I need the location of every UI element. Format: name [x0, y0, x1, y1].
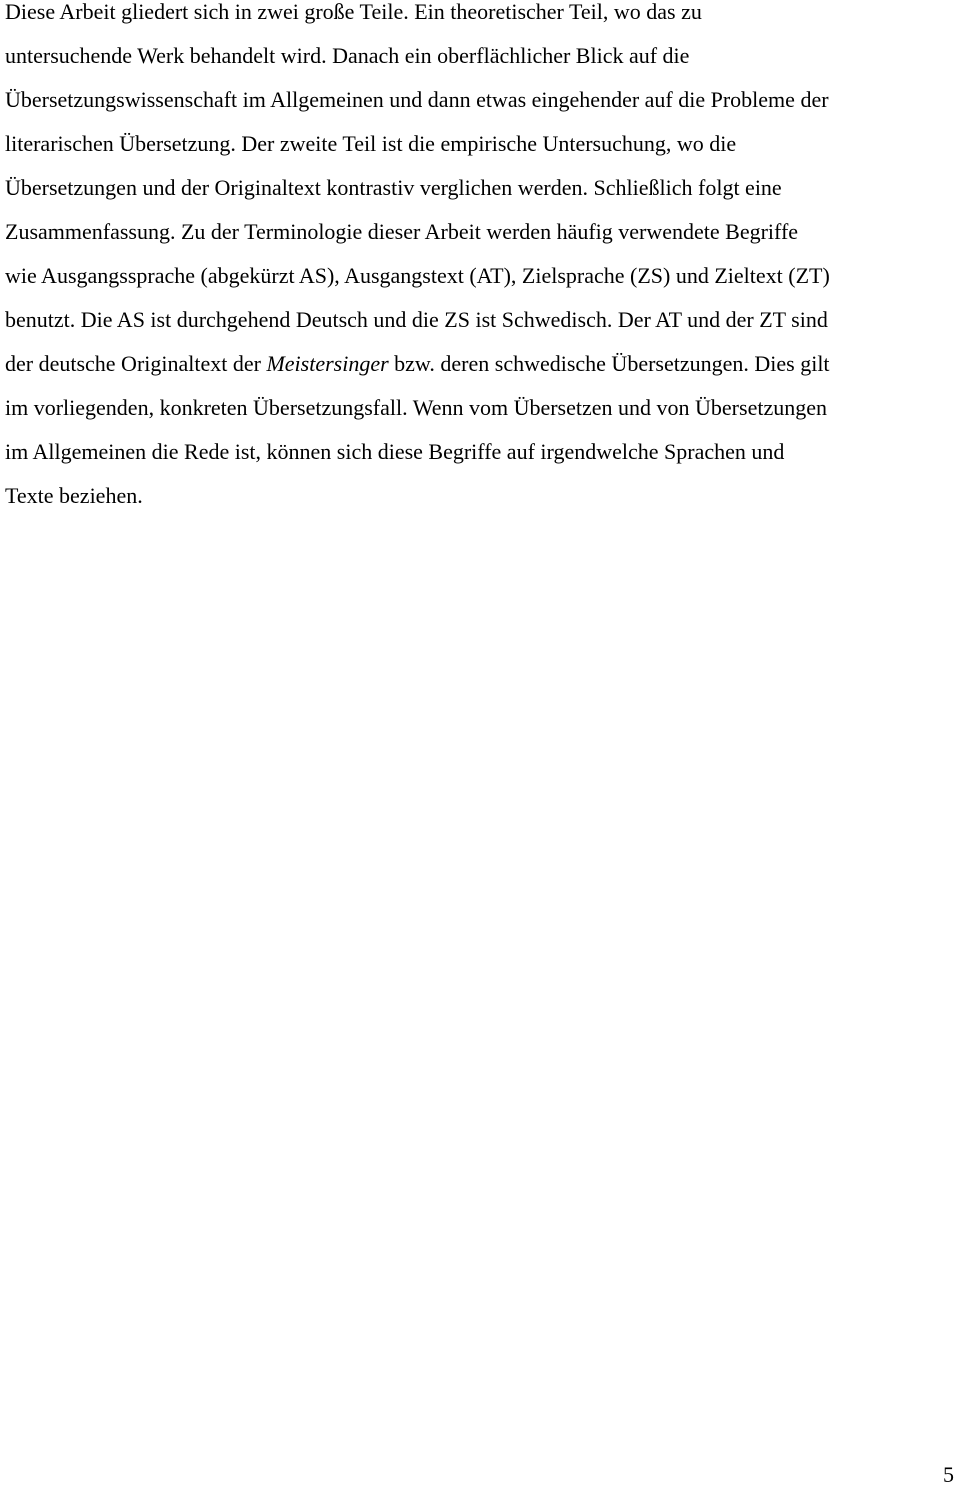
text-line-9-end: bzw. deren schwedische Übersetzungen. Dies gilt [388, 351, 830, 376]
text-line-6: Zusammenfassung. Zu der Terminologie dieser Arbeit werden häufig verwendete Begriffe [5, 219, 799, 244]
text-line-4: literarischen Übersetzung. Der zweite Teil ist die empirische Untersuchung, wo die [5, 131, 737, 156]
text-line-2: untersuchende Werk behandelt wird. Danach ein oberflächlicher Blick auf die [5, 43, 690, 68]
work-title-italic: Meistersinger [266, 351, 389, 376]
text-line-11: im Allgemeinen die Rede ist, können sich diese Begriffe auf irgendwelche Sprachen und [5, 439, 785, 464]
text-line-10: im vorliegenden, konkreten Übersetzungsfall. Wenn vom Übersetzen und von Übersetzungen [5, 395, 827, 420]
text-line-5: Übersetzungen und der Originaltext kontrastiv verglichen werden. Schließlich folgt eine [5, 175, 782, 200]
text-line-9 [5, 342, 955, 386]
text-line-7: wie Ausgangssprache (abgekürzt AS), Ausgangstext (AT), Zielsprache (ZS) und Zieltext (ZT) [5, 263, 830, 288]
paragraph [5, 0, 955, 518]
page-number: 5 [943, 1462, 954, 1487]
text-line-1: Diese Arbeit gliedert sich in zwei große Teile. Ein theoretischer Teil, wo das zu [5, 0, 702, 24]
text-line-9-start: der deutsche Originaltext der [5, 351, 267, 376]
text-line-12: Texte beziehen. [5, 483, 143, 508]
text-line-3: Übersetzungswissenschaft im Allgemeinen und dann etwas eingehender auf die Probleme der [5, 87, 829, 112]
text-line-8: benutzt. Die AS ist durchgehend Deutsch und die ZS ist Schwedisch. Der AT und der ZT sind [5, 307, 828, 332]
